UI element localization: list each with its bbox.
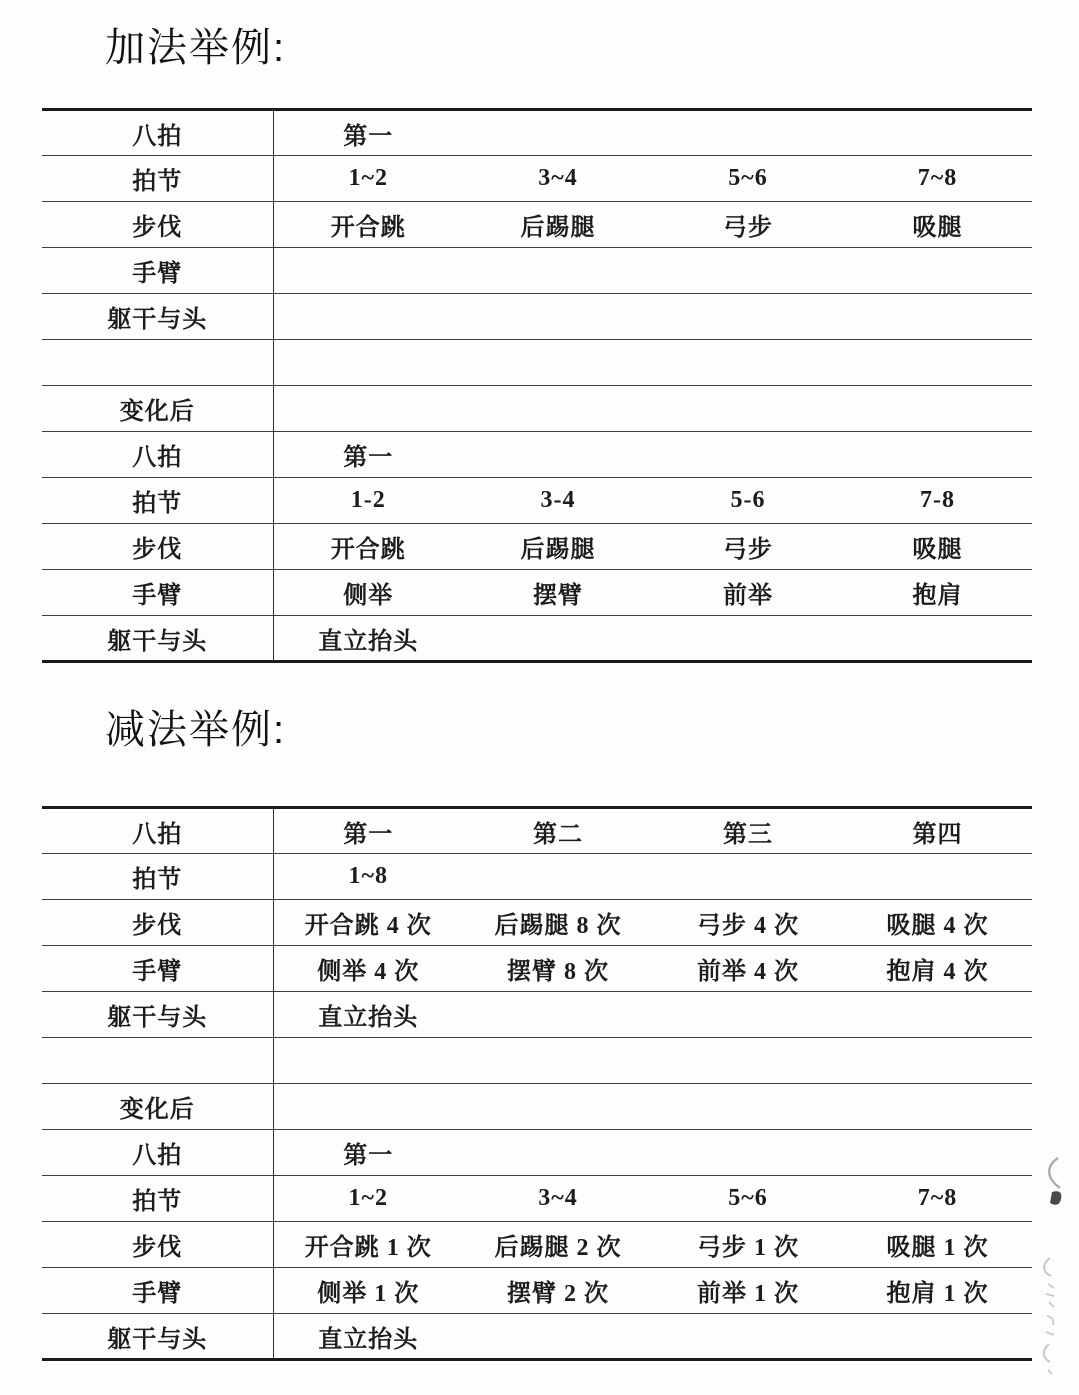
cell-beat-1: 第一	[343, 445, 394, 471]
cell-beat-2	[463, 248, 653, 294]
cell-beat-4: 吸腿	[912, 537, 963, 563]
row-label: 拍节	[42, 478, 273, 524]
cell-beat-1: 第一	[343, 821, 394, 848]
cell-beat-4: 吸腿 4 次	[886, 913, 989, 939]
table-row	[42, 478, 1032, 524]
row-label: 躯干与头	[42, 992, 273, 1038]
cell-beat-1: 侧举	[343, 583, 394, 609]
cell-beat-4: 第四	[912, 821, 963, 848]
cell-beat-2	[463, 340, 653, 386]
subtraction-section-title: 减法举例:	[105, 708, 287, 752]
scan-artifact	[1036, 1150, 1079, 1380]
cell-beat-1: 直立抬头	[318, 1005, 419, 1031]
table-row	[42, 900, 1032, 946]
cell-beat-3: 前举 4 次	[697, 959, 799, 985]
row-label: 拍节	[42, 156, 273, 202]
addition-section-title: 加法举例:	[105, 26, 287, 70]
table-row	[42, 992, 1032, 1038]
cell-beat-2	[463, 1038, 653, 1084]
table-row	[42, 156, 1032, 202]
cell-beat-1: 第一	[343, 123, 394, 150]
cell-beat-1: 1-2	[350, 487, 386, 513]
cell-beat-4	[843, 432, 1032, 478]
cell-beat-3	[653, 1038, 843, 1084]
cell-beat-4: 7-8	[920, 487, 955, 513]
table-row	[42, 524, 1032, 570]
cell-beat-2: 摆臂 8 次	[507, 959, 609, 985]
cell-beat-1	[273, 340, 463, 386]
table-row	[42, 1038, 1032, 1084]
cell-beat-3: 前举	[723, 583, 773, 609]
table-row	[42, 294, 1032, 340]
cell-beat-4	[843, 386, 1032, 432]
cell-beat-2: 第二	[533, 821, 583, 848]
table-row	[42, 1130, 1032, 1176]
cell-beat-3	[653, 992, 843, 1038]
row-label: 躯干与头	[42, 1314, 273, 1360]
row-label: 拍节	[42, 854, 273, 900]
cell-beat-3: 第三	[723, 821, 773, 848]
row-label: 变化后	[42, 1084, 273, 1130]
cell-beat-1: 直立抬头	[318, 628, 419, 655]
cell-beat-1	[273, 1084, 463, 1130]
table-row	[42, 202, 1032, 248]
cell-beat-3: 弓步	[723, 215, 773, 241]
cell-beat-1: 1~2	[348, 1185, 388, 1211]
cell-beat-2	[463, 386, 653, 432]
row-label: 变化后	[42, 386, 273, 432]
cell-beat-4: 7~8	[917, 165, 958, 191]
cell-beat-4: 抱肩	[912, 583, 963, 609]
cell-beat-1: 1~2	[348, 165, 388, 191]
cell-beat-3	[653, 110, 843, 156]
cell-beat-4	[843, 992, 1032, 1038]
table-row	[42, 1084, 1032, 1130]
row-label: 手臂	[42, 248, 273, 294]
cell-beat-4	[843, 294, 1032, 340]
cell-beat-2	[463, 294, 653, 340]
cell-beat-2	[463, 1314, 653, 1360]
cell-beat-2	[463, 1084, 653, 1130]
row-label: 躯干与头	[42, 616, 273, 662]
cell-beat-2: 后踢腿 2 次	[494, 1235, 622, 1261]
row-label	[42, 1038, 273, 1084]
cell-beat-1: 开合跳	[330, 215, 406, 241]
cell-beat-1	[273, 294, 463, 340]
row-label: 手臂	[42, 1268, 273, 1314]
cell-beat-3	[653, 340, 843, 386]
cell-beat-1: 第一	[343, 1143, 394, 1169]
cell-beat-1: 侧举 4 次	[317, 959, 420, 985]
cell-beat-2	[463, 432, 653, 478]
cell-beat-4	[843, 110, 1032, 156]
cell-beat-1	[273, 1038, 463, 1084]
cell-beat-2: 后踢腿	[520, 537, 596, 563]
cell-beat-3	[653, 294, 843, 340]
table-row	[42, 248, 1032, 294]
cell-beat-4	[843, 616, 1032, 662]
cell-beat-2	[463, 110, 653, 156]
table-row	[42, 616, 1032, 662]
cell-beat-3	[653, 1314, 843, 1360]
cell-beat-3	[653, 248, 843, 294]
row-label	[42, 340, 273, 386]
cell-beat-3	[653, 854, 843, 900]
cell-beat-1: 开合跳	[330, 537, 406, 563]
cell-beat-3: 5~6	[728, 1185, 768, 1211]
cell-beat-2: 后踢腿 8 次	[494, 913, 622, 939]
row-label: 步伐	[42, 1222, 273, 1268]
subtraction-example-table	[42, 806, 1032, 1361]
cell-beat-1: 直立抬头	[318, 1326, 419, 1353]
cell-beat-1	[273, 248, 463, 294]
table-row	[42, 854, 1032, 900]
cell-beat-2: 3-4	[540, 487, 576, 513]
cell-beat-3	[653, 1130, 843, 1176]
cell-beat-2: 摆臂	[533, 583, 583, 609]
table-row	[42, 946, 1032, 992]
row-label: 步伐	[42, 202, 273, 248]
cell-beat-4	[843, 1130, 1032, 1176]
table-row	[42, 340, 1032, 386]
cell-beat-1: 开合跳 1 次	[304, 1235, 432, 1261]
cell-beat-2	[463, 992, 653, 1038]
cell-beat-4	[843, 340, 1032, 386]
table-row	[42, 386, 1032, 432]
table-row	[42, 808, 1032, 854]
cell-beat-4	[843, 248, 1032, 294]
row-label: 手臂	[42, 946, 273, 992]
cell-beat-4: 抱肩 4 次	[886, 959, 989, 985]
cell-beat-3	[653, 1084, 843, 1130]
addition-example-table	[42, 108, 1032, 663]
table-row	[42, 1268, 1032, 1314]
cell-beat-4: 吸腿 1 次	[886, 1235, 989, 1261]
cell-beat-3: 5~6	[728, 165, 768, 191]
cell-beat-3: 弓步 4 次	[697, 913, 799, 939]
table-row	[42, 1314, 1032, 1360]
cell-beat-3: 前举 1 次	[697, 1281, 799, 1307]
table-row	[42, 1222, 1032, 1268]
cell-beat-3	[653, 432, 843, 478]
cell-beat-4: 吸腿	[912, 215, 963, 241]
row-label: 拍节	[42, 1176, 273, 1222]
cell-beat-1	[273, 386, 463, 432]
cell-beat-4	[843, 854, 1032, 900]
table-row	[42, 570, 1032, 616]
row-label: 步伐	[42, 524, 273, 570]
cell-beat-3	[653, 616, 843, 662]
table-row	[42, 110, 1032, 156]
table-row	[42, 1176, 1032, 1222]
cell-beat-3: 5-6	[730, 487, 766, 513]
row-label: 八拍	[42, 808, 273, 854]
cell-beat-1: 开合跳 4 次	[304, 913, 432, 939]
cell-beat-4	[843, 1084, 1032, 1130]
cell-beat-4	[843, 1038, 1032, 1084]
cell-beat-4	[843, 1314, 1032, 1360]
cell-beat-1: 侧举 1 次	[317, 1281, 420, 1307]
row-label: 步伐	[42, 900, 273, 946]
cell-beat-4: 抱肩 1 次	[886, 1281, 989, 1307]
cell-beat-4: 7~8	[917, 1185, 958, 1211]
cell-beat-1: 1~8	[348, 863, 388, 889]
cell-beat-3: 弓步	[723, 537, 773, 563]
cell-beat-3	[653, 386, 843, 432]
cell-beat-2	[463, 616, 653, 662]
cell-beat-2: 后踢腿	[520, 215, 596, 241]
table-row	[42, 432, 1032, 478]
cell-beat-2: 3~4	[538, 1185, 578, 1211]
cell-beat-2: 摆臂 2 次	[507, 1281, 609, 1307]
cell-beat-2	[463, 1130, 653, 1176]
cell-beat-2	[463, 854, 653, 900]
cell-beat-3: 弓步 1 次	[697, 1235, 799, 1261]
cell-beat-2: 3~4	[538, 165, 578, 191]
row-label: 手臂	[42, 570, 273, 616]
row-label: 八拍	[42, 110, 273, 156]
row-label: 八拍	[42, 1130, 273, 1176]
row-label: 八拍	[42, 432, 273, 478]
row-label: 躯干与头	[42, 294, 273, 340]
